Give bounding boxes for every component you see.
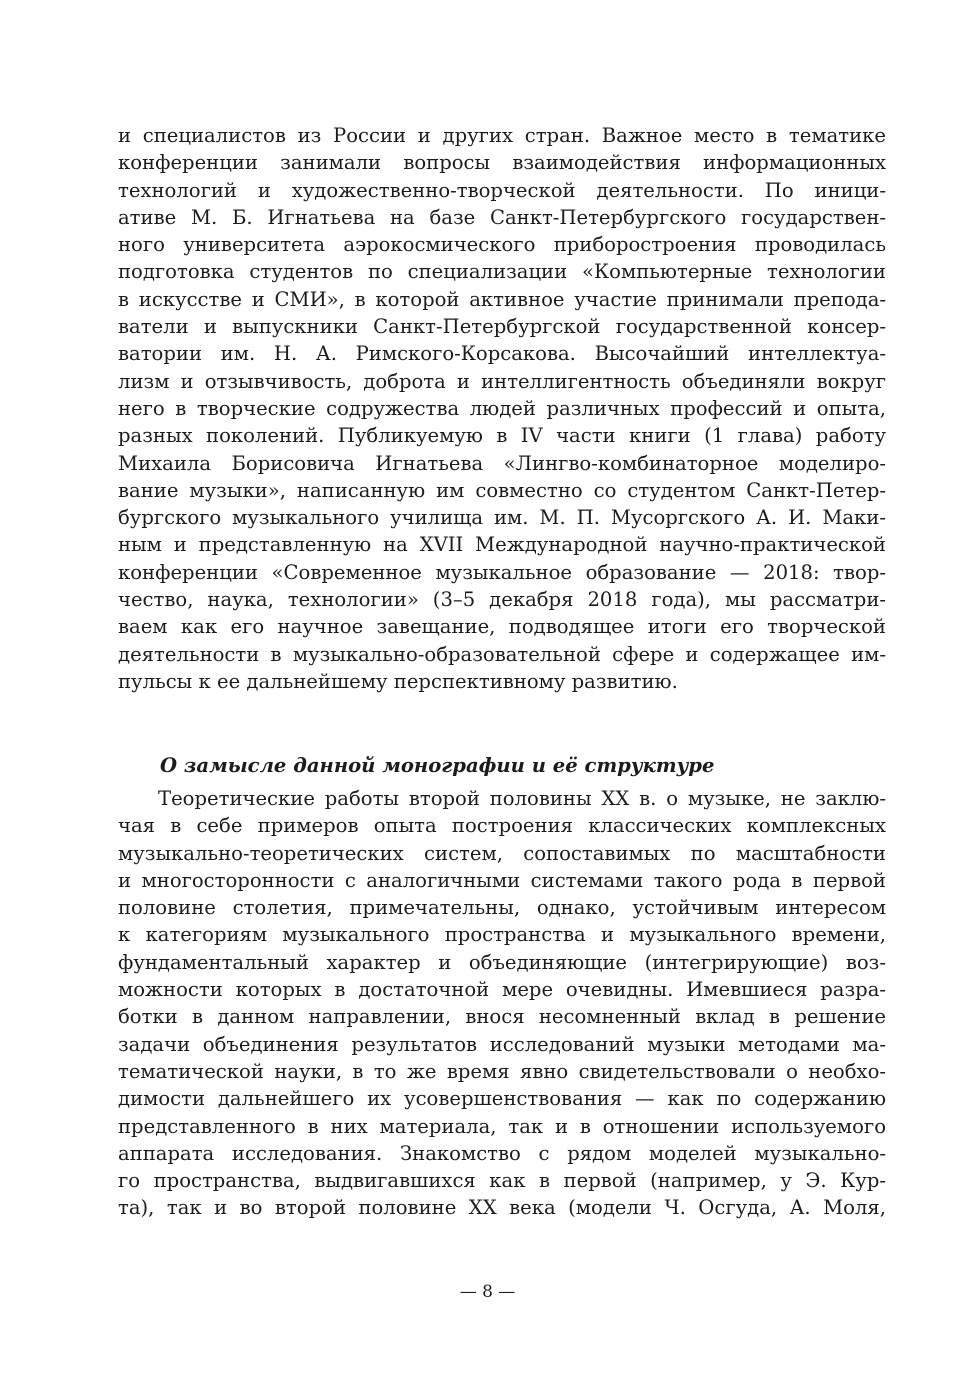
text-line: ного университета аэрокосмического приборостроения проводилась bbox=[118, 233, 886, 257]
text-line: димости дальнейшего их усовершенствования — как по содержанию bbox=[118, 1087, 886, 1111]
text-line: к категориям музыкального пространства и музыкального времени, bbox=[118, 923, 886, 947]
section-heading: О замысле данной монографии и её структуре bbox=[160, 754, 715, 777]
text-line: бургского музыкального училища им. М. П. Мусоргского А. И. Маки- bbox=[118, 506, 886, 530]
text-line: ативе М. Б. Игнатьева на базе Санкт-Петербургского государствен- bbox=[118, 205, 886, 229]
text-line: задачи объединения результатов исследований музыки методами ма- bbox=[118, 1032, 886, 1056]
text-line: вание музыки», написанную им совместно со студентом Санкт-Петер- bbox=[118, 478, 886, 502]
text-line: ватели и выпускники Санкт-Петербургской государственной консер- bbox=[118, 315, 886, 339]
text-line: конференции занимали вопросы взаимодействия информационных bbox=[118, 151, 886, 175]
text-line: фундаментальный характер и объединяющие (интегрирующие) воз- bbox=[118, 950, 886, 974]
text-line: можности которых в достаточной мере очевидны. Имевшиеся разра- bbox=[118, 978, 886, 1002]
text-line: технологий и художественно-творческой деятельности. По иници- bbox=[118, 178, 886, 202]
text-line: ваем как его научное завещание, подводящее итоги его творческой bbox=[118, 615, 886, 639]
text-line: Теоретические работы второй половины XX в. о музыке, не заклю- bbox=[158, 787, 886, 810]
text-line: Михаила Борисовича Игнатьева «Лингво-комбинаторное моделиро- bbox=[118, 451, 886, 475]
text-line: в искусстве и СМИ», в которой активное участие принимали препода- bbox=[118, 287, 886, 311]
text-line: го пространства, выдвигавшихся как в первой (например, у Э. Кур- bbox=[118, 1169, 886, 1193]
paragraph-2 bbox=[118, 785, 886, 1222]
text-line: тематической науки, в то же время явно свидетельствовали о необхо- bbox=[118, 1059, 886, 1083]
text-line: чая в себе примеров опыта построения классических комплексных bbox=[118, 814, 886, 838]
text-line: та), так и во второй половине XX века (модели Ч. Осгуда, А. Моля, bbox=[118, 1196, 886, 1220]
paragraph-1 bbox=[118, 122, 886, 695]
text-line: разных поколений. Публикуемую в IV части книги (1 глава) работу bbox=[118, 424, 886, 448]
text-line: лизм и отзывчивость, доброта и интеллигентность объединяли вокруг bbox=[118, 369, 886, 393]
text-line: представленного в них материала, так и в отношении используемого bbox=[118, 1114, 886, 1138]
text-line: ным и представленную на XVII Международной научно-практической bbox=[118, 533, 886, 557]
text-line: него в творческие содружества людей различных профессий и опыта, bbox=[118, 396, 886, 420]
text-line: пульсы к ее дальнейшему перспективному развитию. bbox=[118, 669, 678, 693]
text-line: аппарата исследования. Знакомство с рядом моделей музыкально- bbox=[118, 1141, 886, 1165]
text-line: и специалистов из России и других стран. Важное место в тематике bbox=[118, 124, 886, 147]
text-line: ватории им. Н. А. Римского-Корсакова. Высочайший интеллектуа- bbox=[118, 342, 886, 366]
text-line: половине столетия, примечательны, однако, устойчивым интересом bbox=[118, 896, 886, 920]
text-line: конференции «Современное музыкальное образование — 2018: твор- bbox=[118, 560, 886, 584]
text-line: подготовка студентов по специализации «Компьютерные технологии bbox=[118, 260, 886, 284]
text-line: ботки в данном направлении, внося несомненный вклад в решение bbox=[118, 1005, 886, 1029]
page-number: — 8 — bbox=[459, 1282, 516, 1302]
text-line: музыкально-теоретических систем, сопоставимых по масштабности bbox=[118, 841, 886, 865]
text-line: и многосторонности с аналогичными системами такого рода в первой bbox=[118, 868, 886, 892]
text-line: чество, наука, технологии» (3–5 декабря 2018 года), мы рассматри- bbox=[118, 588, 886, 612]
text-line: деятельности в музыкально-образовательной сфере и содержащее им- bbox=[118, 642, 886, 666]
